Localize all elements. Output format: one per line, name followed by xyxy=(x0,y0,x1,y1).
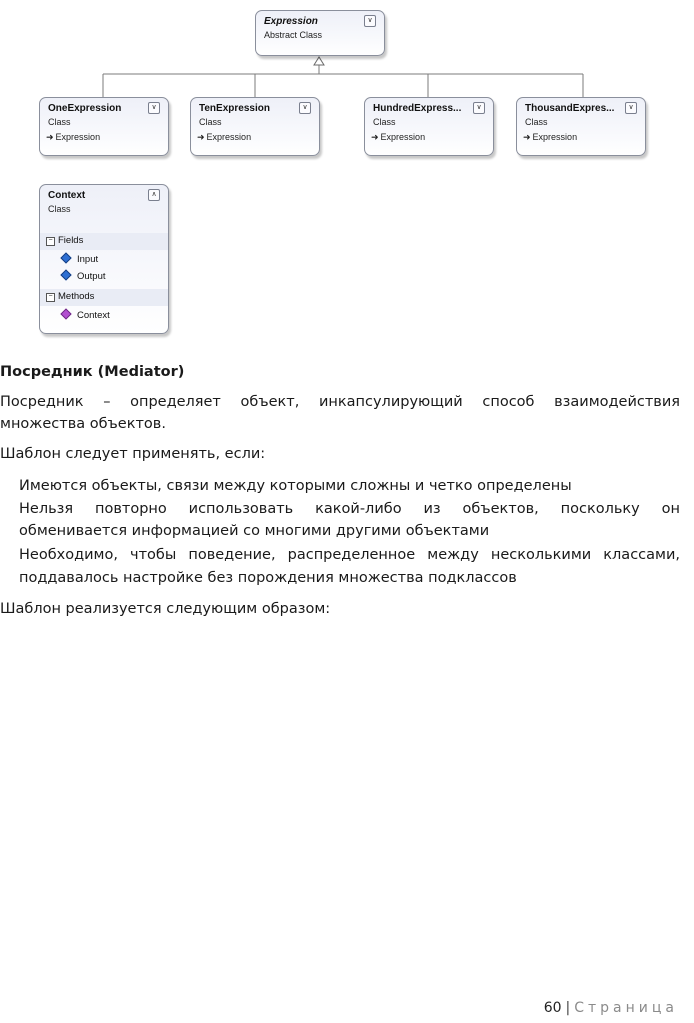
implementation-line: Шаблон реализуется следующим образом: xyxy=(0,601,331,617)
class-kind: Class xyxy=(48,117,71,127)
collapse-chevron-icon[interactable]: ∨ xyxy=(148,102,160,114)
page-word: Страница xyxy=(574,1000,678,1016)
field-item[interactable]: Input xyxy=(62,254,98,265)
definition-line-1: Посредник – определяет объект, инкапсулирующий способ взаимодействия xyxy=(0,394,680,410)
collapse-chevron-icon[interactable]: ∧ xyxy=(148,189,160,201)
base-class-ref: ➜ Expression xyxy=(371,132,426,142)
class-name: OneExpression xyxy=(48,103,122,114)
class-kind: Abstract Class xyxy=(264,30,323,40)
expression-class-box[interactable] xyxy=(255,10,385,56)
base-class-ref: ➜ Expression xyxy=(46,132,101,142)
page-footer xyxy=(544,1000,678,1016)
definition-line-2: множества объектов. xyxy=(0,416,166,432)
collapse-chevron-icon[interactable]: ∨ xyxy=(473,102,485,114)
field-icon xyxy=(60,269,71,280)
method-icon xyxy=(60,308,71,319)
collapse-minus-icon[interactable]: − xyxy=(46,293,55,302)
hundred-expression-class-box[interactable] xyxy=(364,97,494,156)
collapse-chevron-icon[interactable]: ∨ xyxy=(364,15,376,27)
inherits-arrow-icon: ➜ xyxy=(46,132,54,142)
bullet-item-continued: поддавалось настройке без порождения множества подклассов xyxy=(19,570,517,586)
class-name: ThousandExpres... xyxy=(525,103,615,114)
apply-intro: Шаблон следует применять, если: xyxy=(0,446,266,462)
class-name: Expression xyxy=(264,16,318,27)
base-class-ref: ➜ Expression xyxy=(523,132,578,142)
one-expression-class-box[interactable] xyxy=(39,97,169,156)
class-kind: Class xyxy=(525,117,548,127)
inherits-arrow-icon: ➜ xyxy=(197,132,205,142)
inherits-arrow-icon: ➜ xyxy=(371,132,379,142)
thousand-expression-class-box[interactable] xyxy=(516,97,646,156)
methods-section-header[interactable] xyxy=(40,289,168,306)
fields-label: Fields xyxy=(58,235,84,246)
bullet-item: Необходимо, чтобы поведение, распределенное между несколькими классами, xyxy=(19,547,680,563)
collapse-chevron-icon[interactable]: ∨ xyxy=(299,102,311,114)
bullet-item: Нельзя повторно использовать какой-либо из объектов, поскольку он xyxy=(19,501,680,517)
bullet-item-continued: обменивается информацией со многими другими объектами xyxy=(19,523,490,539)
ten-expression-class-box[interactable] xyxy=(190,97,320,156)
page-number: 60 xyxy=(543,1000,562,1016)
section-heading: Посредник (Mediator) xyxy=(0,364,185,380)
class-name: TenExpression xyxy=(199,103,270,114)
class-name: HundredExpress... xyxy=(373,103,462,114)
class-kind: Class xyxy=(199,117,222,127)
methods-label: Methods xyxy=(58,291,95,302)
footer-separator: | xyxy=(565,1000,571,1016)
bullet-item: Имеются объекты, связи между которыми сложны и четко определены xyxy=(19,478,572,494)
collapse-minus-icon[interactable]: − xyxy=(46,237,55,246)
class-kind: Class xyxy=(48,204,71,214)
collapse-chevron-icon[interactable]: ∨ xyxy=(625,102,637,114)
context-class-box[interactable] xyxy=(39,184,169,334)
field-icon xyxy=(60,252,71,263)
field-item[interactable]: Output xyxy=(62,271,106,282)
base-class-ref: ➜ Expression xyxy=(197,132,252,142)
class-name: Context xyxy=(48,190,86,201)
method-item[interactable]: Context xyxy=(62,310,110,321)
class-kind: Class xyxy=(373,117,396,127)
fields-section-header[interactable] xyxy=(40,233,168,250)
inherits-arrow-icon: ➜ xyxy=(523,132,531,142)
